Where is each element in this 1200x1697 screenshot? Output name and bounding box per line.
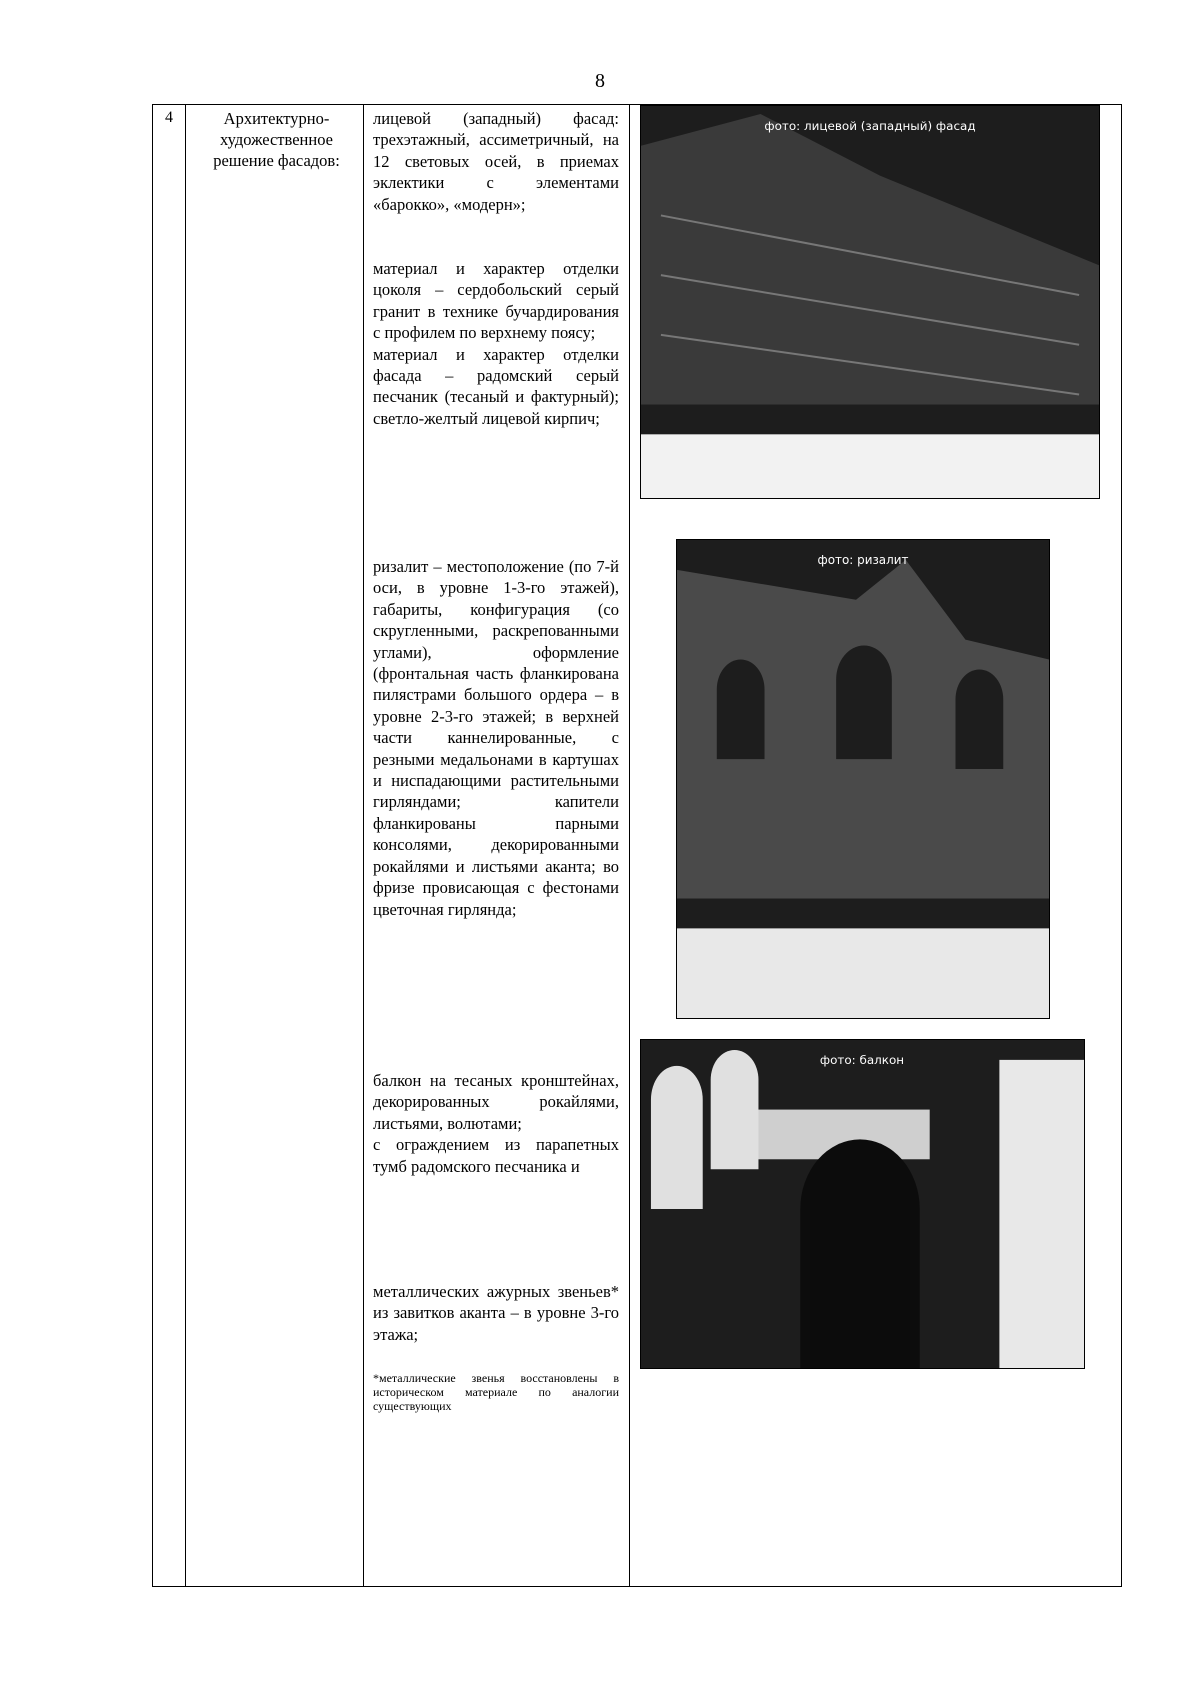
- row-number-cell: [153, 105, 186, 1586]
- risalit-photo: [676, 539, 1050, 1019]
- risalit-photo-caption: фото: ризалит: [817, 552, 909, 567]
- description-balcony: балкон на тесаных кронштейнах, декорированных рокайлями, листьями, волютами; с ограждением из парапетных тумб радомского песчаника и: [373, 1071, 619, 1176]
- balcony-photo: [640, 1039, 1085, 1369]
- description-risalit: ризалит – местоположение (по 7-й оси, в уровне 1-3-го этажей), габариты, конфигурация (со скругленными, раскрепованными углами), оформление (фронтальная часть фланкирована пилястрами большого ордера – в уровне 2-3-го этажей; в верхней части каннелированные, с резными медальонами в картушах и ниспадающими растительными гирляндами; капители фланкированы парными консолями, декорированными рокайлями и листьями аканта; во фризе провисающая с фестонами цветочная гирлянда;: [373, 557, 619, 919]
- row-number: 4: [165, 109, 173, 126]
- description-metal-links: металлических ажурных звеньев* из завитков аканта – в уровне 3-го этажа;: [373, 1282, 619, 1344]
- description-cell: [364, 105, 630, 1586]
- photos-cell: [630, 105, 1121, 1586]
- facade-photo-caption: фото: лицевой (западный) фасад: [764, 118, 976, 133]
- section-name-cell: [186, 105, 364, 1586]
- facade-photo: [640, 105, 1100, 499]
- description-materials: материал и характер отделки цоколя – сердобольский серый гранит в технике бучардирования с профилем по верхнему поясу; материал и характер отделки фасада – радомский серый песчаник (тесаный и фактурный); светло-желтый лицевой кирпич;: [373, 259, 619, 428]
- page-number: 8: [595, 70, 605, 92]
- description-footnote: *металлические звенья восстановлены в историческом материале по аналогии существующих: [373, 1371, 619, 1413]
- attributes-table: [152, 104, 1122, 1587]
- balcony-photo-caption: фото: балкон: [819, 1052, 905, 1067]
- description-facade: лицевой (западный) фасад: трехэтажный, ассиметричный, на 12 световых осей, в приемах эклектики с элементами «барокко», «модерн»;: [373, 109, 619, 214]
- section-name: Архитектурно-художественное решение фасадов:: [213, 109, 340, 170]
